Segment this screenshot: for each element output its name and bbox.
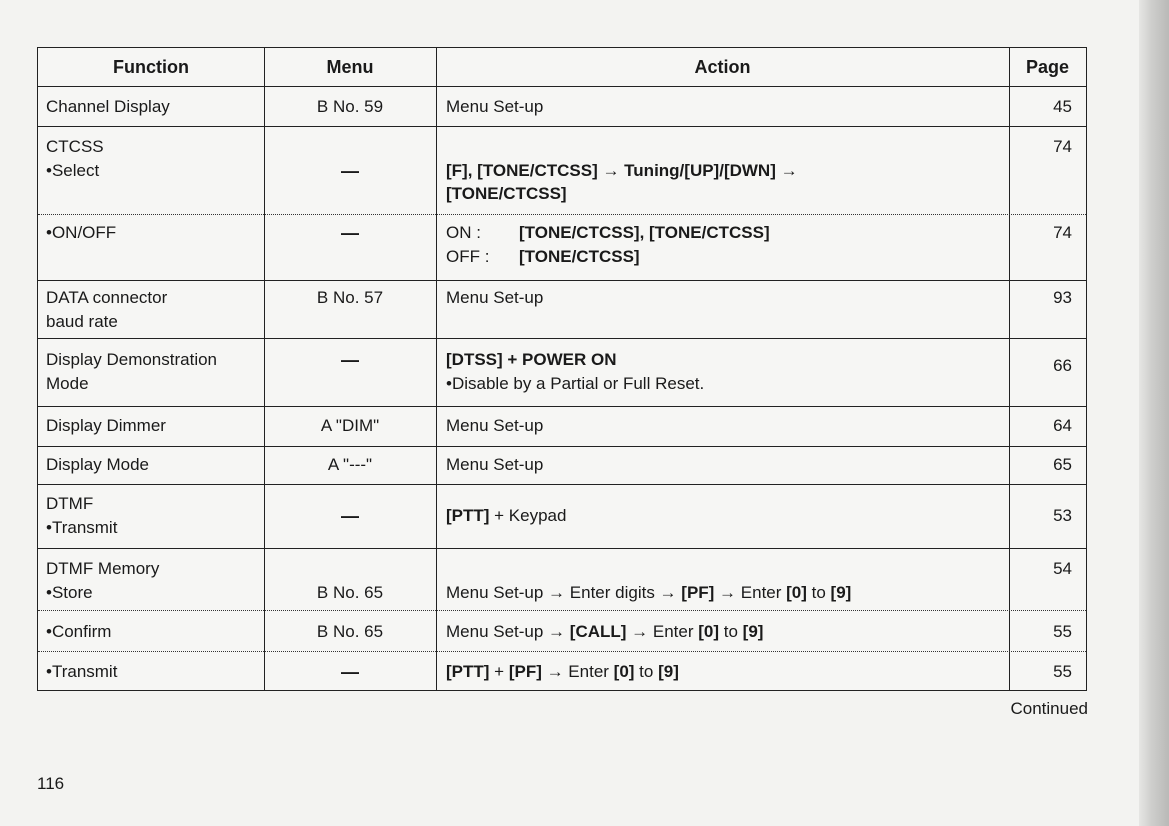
action-dtmf-confirm-c: → Enter bbox=[626, 622, 699, 641]
action-dtmf-confirm-e: to bbox=[719, 622, 743, 641]
action-dtmf-transmit-b: + bbox=[489, 662, 509, 681]
action-dtmf-store bbox=[446, 581, 851, 605]
action-ctcss-off-value: [TONE/CTCSS] bbox=[519, 247, 640, 266]
page-ctcss: 74 bbox=[1053, 137, 1072, 156]
function-channel-display: Channel Display bbox=[46, 97, 170, 116]
function-dtmf-confirm: •Confirm bbox=[46, 622, 112, 641]
action-display-dimmer: Menu Set-up bbox=[446, 416, 544, 435]
header-divider bbox=[38, 86, 1086, 87]
action-dtmf-store-a: Menu Set-up → Enter digits → bbox=[446, 583, 682, 602]
action-dtmf-transmit-g: [9] bbox=[658, 662, 679, 681]
menu-dtmf-transmit: — bbox=[341, 662, 359, 682]
page-dtmf-confirm: 55 bbox=[1053, 622, 1072, 641]
action-dtmf bbox=[446, 504, 566, 528]
page-dtmf: 53 bbox=[1053, 506, 1072, 525]
action-dtmf-store-c: → Enter bbox=[714, 583, 787, 602]
function-ctcss-select: •Select bbox=[46, 161, 100, 180]
page-ctcss-onoff: 74 bbox=[1053, 223, 1072, 242]
action-ctcss-on-value: [TONE/CTCSS], [TONE/CTCSS] bbox=[519, 223, 770, 242]
header-menu: Menu bbox=[326, 57, 374, 77]
menu-data-connector: B No. 57 bbox=[316, 288, 384, 307]
row-divider bbox=[38, 446, 1086, 447]
function-ctcss: CTCSS bbox=[46, 137, 104, 156]
action-dtmf-confirm bbox=[446, 620, 763, 644]
action-dtmf-store-f: [9] bbox=[830, 583, 852, 602]
action-dtmf-store-e: to bbox=[806, 583, 831, 602]
continued-note: Continued bbox=[1010, 699, 1088, 718]
menu-display-demo: — bbox=[341, 350, 359, 370]
page-display-dimmer: 64 bbox=[1053, 416, 1072, 435]
action-dtmf-key: [PTT] bbox=[446, 506, 490, 525]
function-dtmf-memory: DTMF Memory bbox=[46, 559, 160, 578]
row-divider-dotted bbox=[38, 610, 1086, 611]
page-dtmf-memory: 54 bbox=[1053, 559, 1072, 578]
row-divider bbox=[38, 338, 1086, 339]
action-display-mode: Menu Set-up bbox=[446, 455, 544, 474]
function-display-dimmer: Display Dimmer bbox=[46, 416, 166, 435]
row-divider bbox=[38, 126, 1086, 127]
action-dtmf-transmit-f: to bbox=[634, 662, 659, 681]
action-dtmf-rest: + Keypad bbox=[489, 506, 567, 525]
action-dtmf-confirm-b: [CALL] bbox=[569, 622, 627, 641]
function-dtmf-store: •Store bbox=[46, 583, 93, 602]
action-display-demo-line2: •Disable by a Partial or Full Reset. bbox=[446, 374, 705, 393]
page-display-mode: 65 bbox=[1053, 455, 1072, 474]
page-number: 116 bbox=[37, 774, 65, 793]
function-ctcss-onoff: •ON/OFF bbox=[46, 223, 117, 242]
action-channel-display: Menu Set-up bbox=[446, 97, 544, 116]
function-dtmf-transmit: •Transmit bbox=[46, 662, 118, 681]
menu-channel-display: B No. 59 bbox=[316, 97, 384, 116]
action-dtmf-transmit-d: → Enter bbox=[541, 662, 614, 681]
row-divider-dotted bbox=[38, 651, 1086, 652]
row-divider bbox=[38, 548, 1086, 549]
row-divider bbox=[38, 280, 1086, 281]
header-page: Page bbox=[1025, 57, 1070, 77]
action-ctcss-off-label: OFF : bbox=[446, 247, 490, 266]
quick-reference-table bbox=[37, 47, 1087, 691]
function-display-demo-line2: Mode bbox=[46, 374, 89, 393]
action-ctcss-select-line2: [TONE/CTCSS] bbox=[446, 184, 567, 203]
page-data-connector: 93 bbox=[1053, 288, 1072, 307]
action-ctcss-on-label: ON : bbox=[446, 223, 481, 242]
function-data-connector-line2: baud rate bbox=[46, 312, 118, 331]
page-display-demo: 66 bbox=[1053, 356, 1072, 375]
header-function: Function bbox=[113, 57, 189, 77]
menu-display-dimmer: A "DIM" bbox=[320, 416, 380, 435]
row-divider-dotted bbox=[38, 214, 1086, 215]
action-dtmf-transmit-e: [0] bbox=[613, 662, 635, 681]
menu-display-mode: A "---" bbox=[327, 455, 373, 474]
column-divider bbox=[436, 48, 437, 690]
menu-dtmf-store: B No. 65 bbox=[316, 583, 384, 602]
header-action: Action bbox=[694, 57, 751, 77]
function-display-mode: Display Mode bbox=[46, 455, 149, 474]
action-dtmf-confirm-d: [0] bbox=[698, 622, 720, 641]
page-dtmf-transmit: 55 bbox=[1053, 662, 1072, 681]
action-dtmf-transmit-a: [PTT] bbox=[446, 662, 490, 681]
action-dtmf-confirm-f: [9] bbox=[742, 622, 764, 641]
menu-ctcss-onoff: — bbox=[341, 223, 359, 243]
action-data-connector: Menu Set-up bbox=[446, 288, 544, 307]
action-dtmf-store-d: [0] bbox=[786, 583, 807, 602]
action-ctcss-select-line1: [F], [TONE/CTCSS] → Tuning/[UP]/[DWN] → bbox=[446, 161, 798, 180]
function-data-connector-line1: DATA connector bbox=[46, 288, 168, 307]
menu-dtmf: — bbox=[341, 506, 359, 526]
page-channel-display: 45 bbox=[1053, 97, 1072, 116]
page-edge-shadow bbox=[1139, 0, 1169, 826]
action-dtmf-transmit-c: [PF] bbox=[508, 662, 542, 681]
function-dtmf-line1: DTMF bbox=[46, 494, 94, 513]
row-divider bbox=[38, 484, 1086, 485]
menu-dtmf-confirm: B No. 65 bbox=[316, 622, 384, 641]
row-divider bbox=[38, 406, 1086, 407]
function-display-demo-line1: Display Demonstration bbox=[46, 350, 218, 369]
action-dtmf-confirm-a: Menu Set-up → bbox=[446, 622, 570, 641]
action-display-demo-line1: [DTSS] + POWER ON bbox=[446, 350, 617, 369]
function-dtmf-line2: •Transmit bbox=[46, 518, 118, 537]
action-dtmf-store-b: [PF] bbox=[681, 583, 715, 602]
menu-ctcss-select: — bbox=[341, 161, 359, 181]
action-dtmf-transmit bbox=[446, 660, 679, 684]
